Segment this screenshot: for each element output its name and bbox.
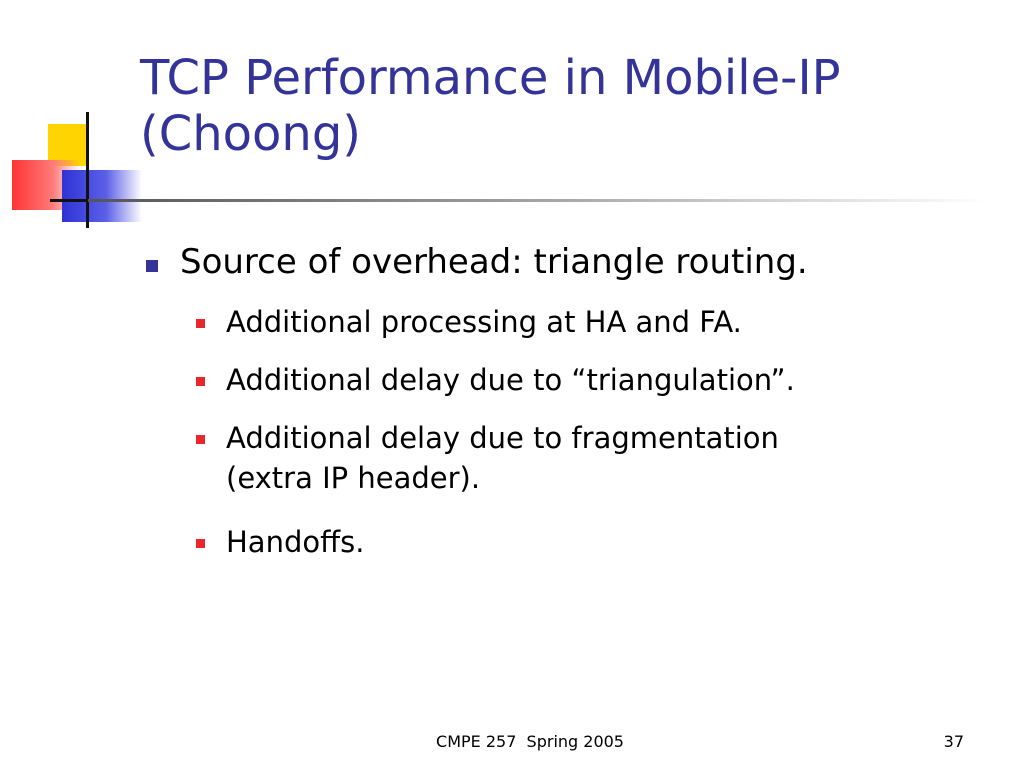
sub-bullet-text: Additional delay due to “triangulation”. (226, 363, 795, 397)
sub-bullet-text: Handoffs. (226, 525, 365, 559)
sub-bullet-square-icon (196, 377, 205, 386)
page-number: 37 (943, 732, 964, 751)
footer-course: CMPE 257 Spring 2005 (436, 732, 624, 751)
sub-bullet-line-1: Additional delay due to fragmentation (226, 421, 779, 455)
bullet-square-icon (146, 260, 158, 272)
sub-bullet-text (226, 418, 926, 498)
sub-bullet-line-2: (extra IP header). (226, 461, 481, 495)
bullet-main-text: Source of overhead: triangle routing. (180, 242, 808, 282)
logo-vertical-line (86, 112, 89, 228)
title-divider (88, 199, 988, 202)
title-line-2: (Choong) (140, 106, 362, 162)
logo-blue-square (62, 170, 142, 222)
title-line-1: TCP Performance in Mobile-IP (140, 50, 841, 106)
corner-logo (0, 0, 160, 240)
slide-title (140, 50, 1000, 162)
sub-bullet-text: Additional processing at HA and FA. (226, 305, 742, 339)
sub-bullet-square-icon (196, 539, 205, 548)
sub-bullet-square-icon (196, 319, 205, 328)
sub-bullet-square-icon (196, 435, 205, 444)
